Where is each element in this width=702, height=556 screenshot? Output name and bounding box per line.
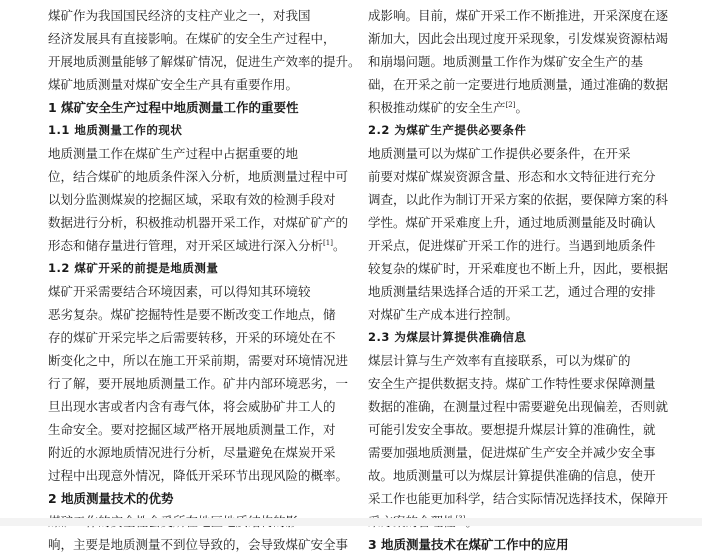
line-text: 附近的水源地质情况进行分析，尽量避免在煤炭开采 bbox=[48, 445, 336, 460]
line-text: 过程中出现意外情况，降低开采环节出现风险的概率。 bbox=[48, 468, 349, 483]
line-text: 础，在开采之前一定要进行地质测量，通过准确的数据 bbox=[368, 77, 669, 92]
text-line bbox=[48, 303, 336, 326]
line-text: 恶劣复杂。煤矿挖掘特性是要不断改变工作地点，储 bbox=[48, 307, 336, 322]
line-text: 响，主要是地质测量不到位导致的，会导致煤矿安全事 bbox=[48, 537, 349, 552]
text-line bbox=[48, 27, 336, 50]
text-line bbox=[368, 96, 660, 119]
text-line bbox=[368, 165, 660, 188]
text-line bbox=[368, 418, 660, 441]
line-text: 形态和储存量进行管理，对开采区域进行深入分析 bbox=[48, 238, 324, 253]
text-line bbox=[48, 73, 330, 96]
line-text: 故。地质测量可以为煤层计算提供准确的信息，使开 bbox=[368, 468, 656, 483]
line-text: 位，结合煤矿的地质条件深入分析，地质测量过程中可 bbox=[48, 169, 349, 184]
text-line bbox=[368, 464, 660, 487]
text-line bbox=[48, 234, 346, 257]
left-column bbox=[48, 4, 361, 556]
text-line bbox=[48, 142, 330, 165]
text-line bbox=[368, 487, 669, 510]
text-line bbox=[48, 326, 336, 349]
line-text: 以划分监测煤炭的挖掘区域，采取有效的检测手段对 bbox=[48, 192, 336, 207]
line-text: 渐加大，因此会出现过度开采现象，引发煤炭资源枯竭 bbox=[368, 31, 669, 46]
subsection-heading bbox=[48, 257, 330, 280]
text-line bbox=[48, 188, 336, 211]
text-line bbox=[368, 372, 660, 395]
text-line bbox=[368, 211, 660, 234]
line-text: 生命安全。要对挖掘区域严格开展地质测量工作，对 bbox=[48, 422, 336, 437]
text-line bbox=[48, 165, 349, 188]
line-text: 调查，以此作为制订开采方案的依据，要保障方案的科 bbox=[368, 192, 669, 207]
subsection-heading bbox=[368, 326, 660, 349]
line-text: 地质测量结果选择合适的开采工艺，通过合理的安排 bbox=[368, 284, 656, 299]
line-text: 积极推动煤矿的安全生产 bbox=[368, 100, 506, 115]
line-text: 存的煤矿开采完毕之后需要转移，开采的环境处在不 bbox=[48, 330, 336, 345]
line-text: 开展地质测量能够了解煤矿情况，促进生产效率的提升。 bbox=[48, 54, 361, 69]
subsection-heading bbox=[368, 119, 660, 142]
subsection-heading bbox=[48, 119, 330, 142]
text-line bbox=[48, 418, 336, 441]
text-line bbox=[48, 50, 361, 73]
text-line bbox=[48, 280, 330, 303]
line-text: 3 地质测量技术在煤矿工作中的应用 bbox=[368, 537, 569, 552]
text-line bbox=[368, 234, 660, 257]
line-text: 对煤矿生产成本进行控制。 bbox=[368, 307, 519, 322]
line-text: 可能引发安全事故。要想提升煤层计算的准确性，就 bbox=[368, 422, 656, 437]
line-text: 1 煤矿安全生产过程中地质测量工作的重要性 bbox=[48, 100, 299, 115]
text-line bbox=[368, 303, 660, 326]
citation-ref: [2] bbox=[505, 100, 516, 109]
line-text: 地质测量工作在煤矿生产过程中占据重要的地 bbox=[48, 146, 299, 161]
text-line bbox=[48, 372, 349, 395]
line-text: 煤层计算与生产效率有直接联系，可以为煤矿的 bbox=[368, 353, 631, 368]
line-text: 1.2 煤矿开采的前提是地质测量 bbox=[48, 261, 219, 275]
line-text: 1.1 地质测量工作的现状 bbox=[48, 123, 183, 137]
text-line bbox=[368, 73, 669, 96]
line-text: 2.3 为煤层计算提供准确信息 bbox=[368, 330, 527, 344]
line-text: 煤矿地质测量对煤矿安全生产具有重要作用。 bbox=[48, 77, 299, 92]
line-text: 煤矿开采需要结合环境因素，可以得知其环境较 bbox=[48, 284, 311, 299]
text-line bbox=[48, 211, 349, 234]
text-line bbox=[368, 280, 660, 303]
text-line bbox=[368, 4, 669, 27]
section-heading bbox=[368, 533, 660, 556]
line-tail: 。 bbox=[515, 100, 528, 115]
text-line bbox=[48, 441, 336, 464]
text-line bbox=[368, 50, 660, 73]
text-line bbox=[48, 395, 336, 418]
text-line bbox=[48, 4, 330, 27]
line-text: 地质测量可以为煤矿工作提供必要条件，在开采 bbox=[368, 146, 631, 161]
line-text: 开采点，促进煤矿开采工作的进行。当遇到地质条件 bbox=[368, 238, 656, 253]
text-line bbox=[368, 27, 669, 50]
text-line bbox=[48, 464, 349, 487]
text-line bbox=[368, 142, 660, 165]
line-text: 需要加强地质测量，促进煤矿生产安全并减少安全事 bbox=[368, 445, 656, 460]
line-text: 前要对煤矿煤炭资源含量、形态和水文特征进行充分 bbox=[368, 169, 656, 184]
line-text: 学性。煤矿开采难度上升，通过地质测量能及时确认 bbox=[368, 215, 656, 230]
line-text: 断变化之中，所以在施工开采前期，需要对环境情况进 bbox=[48, 353, 349, 368]
section-heading bbox=[48, 96, 330, 119]
text-line bbox=[368, 188, 669, 211]
right-column bbox=[368, 4, 669, 556]
line-text: 经济发展具有直接影响。在煤矿的安全生产过程中， bbox=[48, 31, 336, 46]
bottom-edge bbox=[0, 518, 702, 526]
section-heading bbox=[48, 487, 330, 510]
line-text: 较复杂的煤矿时，开采难度也不断上升，因此，要根据 bbox=[368, 261, 669, 276]
line-text: 2.2 为煤矿生产提供必要条件 bbox=[368, 123, 527, 137]
line-text: 煤矿作为我国国民经济的支柱产业之一，对我国 bbox=[48, 8, 311, 23]
line-tail: 。 bbox=[332, 238, 346, 253]
line-text: 数据进行分析，积极推动机器开采工作，对煤矿矿产的 bbox=[48, 215, 349, 230]
line-text: 行了解，要开展地质测量工作。矿井内部环境恶劣，一 bbox=[48, 376, 349, 391]
text-line bbox=[48, 533, 349, 556]
text-line bbox=[368, 395, 669, 418]
line-text: 成影响。目前，煤矿开采工作不断推进，开采深度在逐 bbox=[368, 8, 669, 23]
line-text: 数据的准确，在测量过程中需要避免出现偏差，否则就 bbox=[368, 399, 669, 414]
line-text: 旦出现水害或者内含有毒气体，将会威胁矿井工人的 bbox=[48, 399, 336, 414]
text-line bbox=[368, 349, 660, 372]
line-text: 采工作也能更加科学，结合实际情况选择技术，保障开 bbox=[368, 491, 669, 506]
line-text: 安全生产提供数据支持。煤矿工作特性要求保障测量 bbox=[368, 376, 656, 391]
text-line bbox=[368, 441, 660, 464]
text-line bbox=[48, 349, 349, 372]
text-line bbox=[368, 257, 669, 280]
citation-ref: [1] bbox=[323, 238, 333, 247]
line-text: 和崩塌问题。地质测量工作作为煤矿安全生产的基 bbox=[368, 54, 644, 69]
line-text: 2 地质测量技术的优势 bbox=[48, 491, 174, 506]
